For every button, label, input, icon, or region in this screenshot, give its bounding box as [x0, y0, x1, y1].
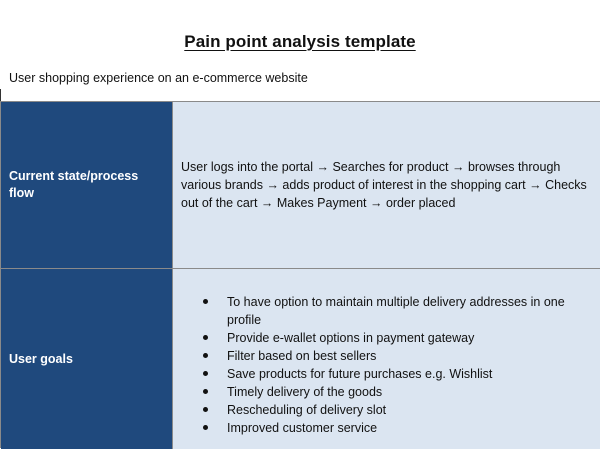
list-item: [181, 383, 587, 401]
goal-text: Save products for future purchases e.g. Wishlist: [227, 367, 493, 381]
row-label-cell: [1, 269, 173, 449]
list-item: [181, 293, 587, 329]
bullet-icon: [203, 425, 208, 430]
list-item: [181, 419, 587, 437]
bullet-icon: [203, 353, 208, 358]
bullet-icon: [203, 299, 208, 304]
bullet-icon: [203, 335, 208, 340]
bullet-icon: [203, 389, 208, 394]
user-goals-list: [181, 293, 587, 437]
goal-text: Provide e-wallet options in payment gateway: [227, 331, 475, 345]
pain-point-table: [0, 101, 600, 448]
row-value-cell: [173, 269, 600, 449]
goal-text: Filter based on best sellers: [227, 349, 377, 363]
goal-text: Rescheduling of delivery slot: [227, 403, 387, 417]
table-row-current-state: [1, 102, 600, 269]
margin-marker: [0, 89, 1, 101]
goal-text: Improved customer service: [227, 421, 378, 435]
document-subtitle: User shopping experience on an e-commerce website: [9, 71, 308, 85]
page-title: Pain point analysis template: [184, 32, 416, 51]
bullet-icon: [203, 371, 208, 376]
row-label: User goals: [9, 351, 73, 366]
list-item: [181, 365, 587, 383]
row-value-cell: [173, 102, 600, 268]
goal-text: Timely delivery of the goods: [227, 385, 383, 399]
process-flow-text: User logs into the portal → Searches for product → browses through various brands → adds product of interest in the shopping cart → Checks out of the cart → Makes Payment → order placed: [181, 160, 587, 210]
list-item: [181, 401, 587, 419]
goal-text: To have option to maintain multiple delivery addresses in one profile: [227, 295, 565, 327]
row-label: Current state/process flow: [9, 169, 139, 200]
bullet-icon: [203, 407, 208, 412]
list-item: [181, 347, 587, 365]
list-item: [181, 329, 587, 347]
row-label-cell: [1, 102, 173, 268]
table-row-user-goals: [1, 269, 600, 449]
